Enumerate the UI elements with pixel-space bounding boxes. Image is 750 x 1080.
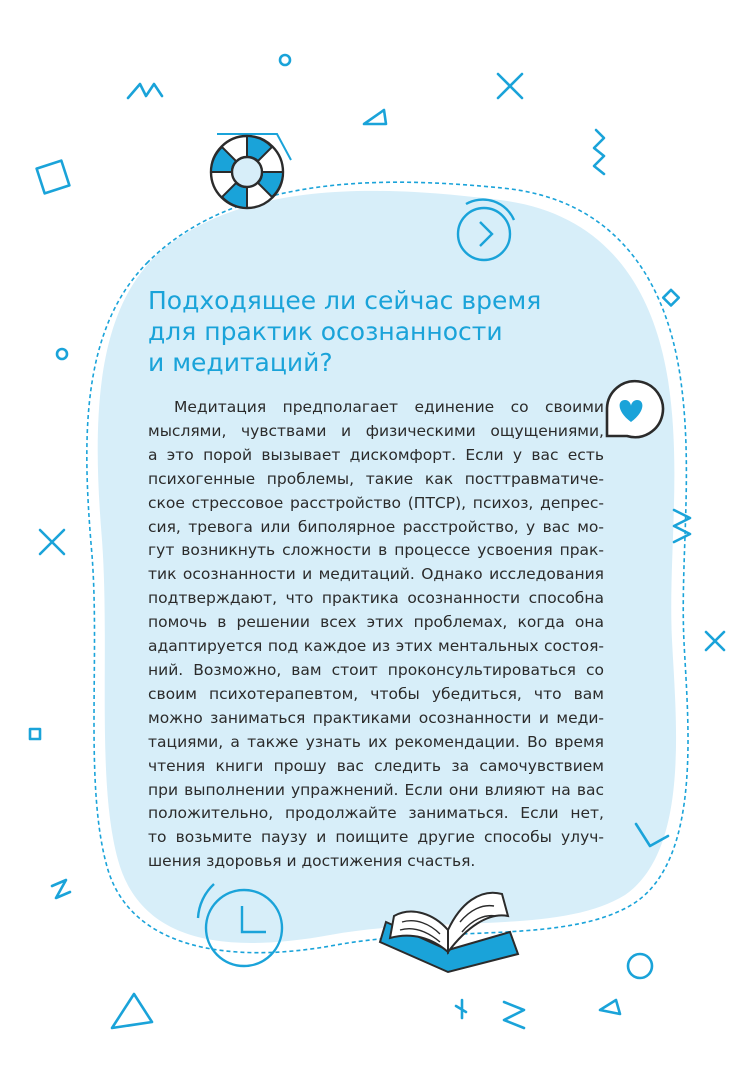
body-line: чтения книги прошу вас следить за самочувствием: [148, 756, 604, 775]
body-line: подтверждают, что практика осознанности способна: [148, 589, 604, 608]
body-line: своим психотерапевтом, чтобы убедиться, что вам: [148, 684, 604, 703]
title-line: и медитаций?: [148, 348, 333, 377]
body-line: психогенные проблемы, такие как посттравматиче-: [148, 469, 604, 488]
title-line: Подходящее ли сейчас время: [148, 286, 542, 315]
body-line: адаптируется под каждое из этих ментальных состоя-: [148, 637, 604, 656]
body-line: тациями, а также узнать их рекомендации. Во время: [148, 732, 604, 751]
body-line: а это порой вызывает дискомфорт. Если у вас есть: [148, 445, 604, 464]
body-paragraph: [148, 396, 604, 874]
body-line: гут возникнуть сложности в процессе усвоения прак-: [148, 541, 604, 560]
body-line: Медитация предполагает единение со своими: [174, 398, 604, 416]
body-line: сия, тревога или биполярное расстройство, у вас мо-: [148, 517, 604, 536]
body-line: помочь в решении всех этих проблемах, когда она: [148, 613, 604, 632]
section-title: [148, 285, 618, 378]
body-line: ний. Возможно, вам стоит проконсультироваться со: [148, 660, 604, 679]
title-line: для практик осознанности: [148, 317, 503, 346]
body-line: положительно, продолжайте заниматься. Если нет,: [148, 804, 604, 823]
body-line: при выполнении упражнений. Если они влияют на вас: [148, 780, 604, 799]
body-line: можно заниматься практиками осознанности и меди-: [148, 708, 604, 727]
body-line: мыслями, чувствами и физическими ощущениями,: [148, 421, 604, 440]
body-line: то возьмите паузу и поищите другие способы улуч-: [148, 828, 604, 847]
body-line: шения здоровья и достижения счастья.: [148, 852, 476, 871]
body-line: ское стрессовое расстройство (ПТСР), психоз, депрес-: [148, 493, 604, 512]
body-line: тик осознанности и медитаций. Однако исследования: [148, 565, 604, 584]
life-ring-icon: [211, 134, 291, 208]
heart-speech-bubble-icon: [607, 381, 663, 437]
